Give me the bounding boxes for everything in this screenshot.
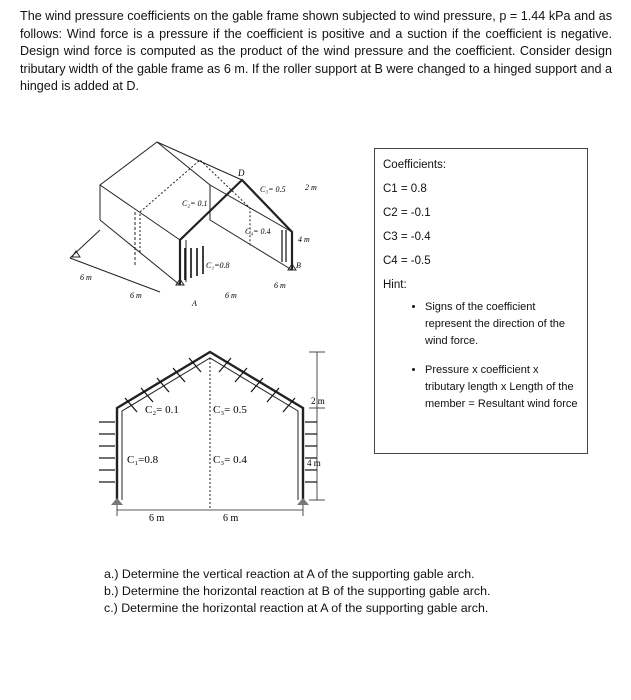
question-a: a.) Determine the vertical reaction at A of the supporting gable arch. [104,567,475,581]
dim-2m: 2 m [311,396,325,406]
label-c3: C₃= 0.5 [260,185,286,194]
hint-title: Hint: [383,279,407,291]
gable-frame-2d-figure [95,340,345,535]
dim-6m-right: 6 m [274,281,286,290]
label-b: B [296,261,301,270]
label-c1: C₁=0.8 [206,261,230,270]
coefficient-c2: C2 = -0.1 [383,207,431,219]
problem-statement: The wind pressure coefficients on the gable frame shown subjected to wind pressure, p = 1.44 kPa and as follows: Wind force is a pressure if the coefficient is positive and a suction if the coefficient is negative. Design wind force is computed as the product of the wind pressure and the coefficient. Consider design tributary width of the gable frame as 6 m. If the roller support at B were changed to a hinged support and a hinged is added at D. [20,9,612,93]
coefficient-c4: C4 = -0.5 [383,255,431,267]
question-b: b.) Determine the horizontal reaction at B of the supporting gable arch. [104,584,491,598]
dim-6m-left: 6 m [80,273,92,282]
hint-list [383,299,581,413]
dim-4m: 4 m [298,235,310,244]
label-c1: C₁=0.8 [127,454,159,466]
gable-frame-3d-figure [60,130,330,315]
label-a: A [192,299,197,308]
label-c3: C₃= 0.5 [213,404,247,416]
dim-6m-front2: 6 m [225,291,237,300]
dim-4m: 4 m [307,458,321,468]
hint-item: • Signs of the coefficient represent the direction of the wind force. [425,299,581,350]
label-c2: C₂= 0.1 [182,199,208,208]
label-d: D [238,168,245,178]
dim-2m: 2 m [305,183,317,192]
hint-item: • Pressure x coefficient x tributary length x Length of the member = Resultant wind force [425,362,581,413]
questions-list [104,566,490,617]
coefficients-title: Coefficients: [383,159,447,171]
dim-6m-right: 6 m [223,513,239,524]
dim-6m-left: 6 m [149,513,165,524]
dim-6m-front1: 6 m [130,291,142,300]
coefficient-c1: C1 = 0.8 [383,183,427,195]
coefficients-box [374,148,588,454]
label-c4: C₃= 0.4 [213,454,247,466]
label-c4: C₄= 0.4 [245,227,271,236]
coefficient-c3: C3 = -0.4 [383,231,431,243]
question-c: c.) Determine the horizontal reaction at A of the supporting gable arch. [104,601,489,615]
label-c2: C₂= 0.1 [145,404,179,416]
